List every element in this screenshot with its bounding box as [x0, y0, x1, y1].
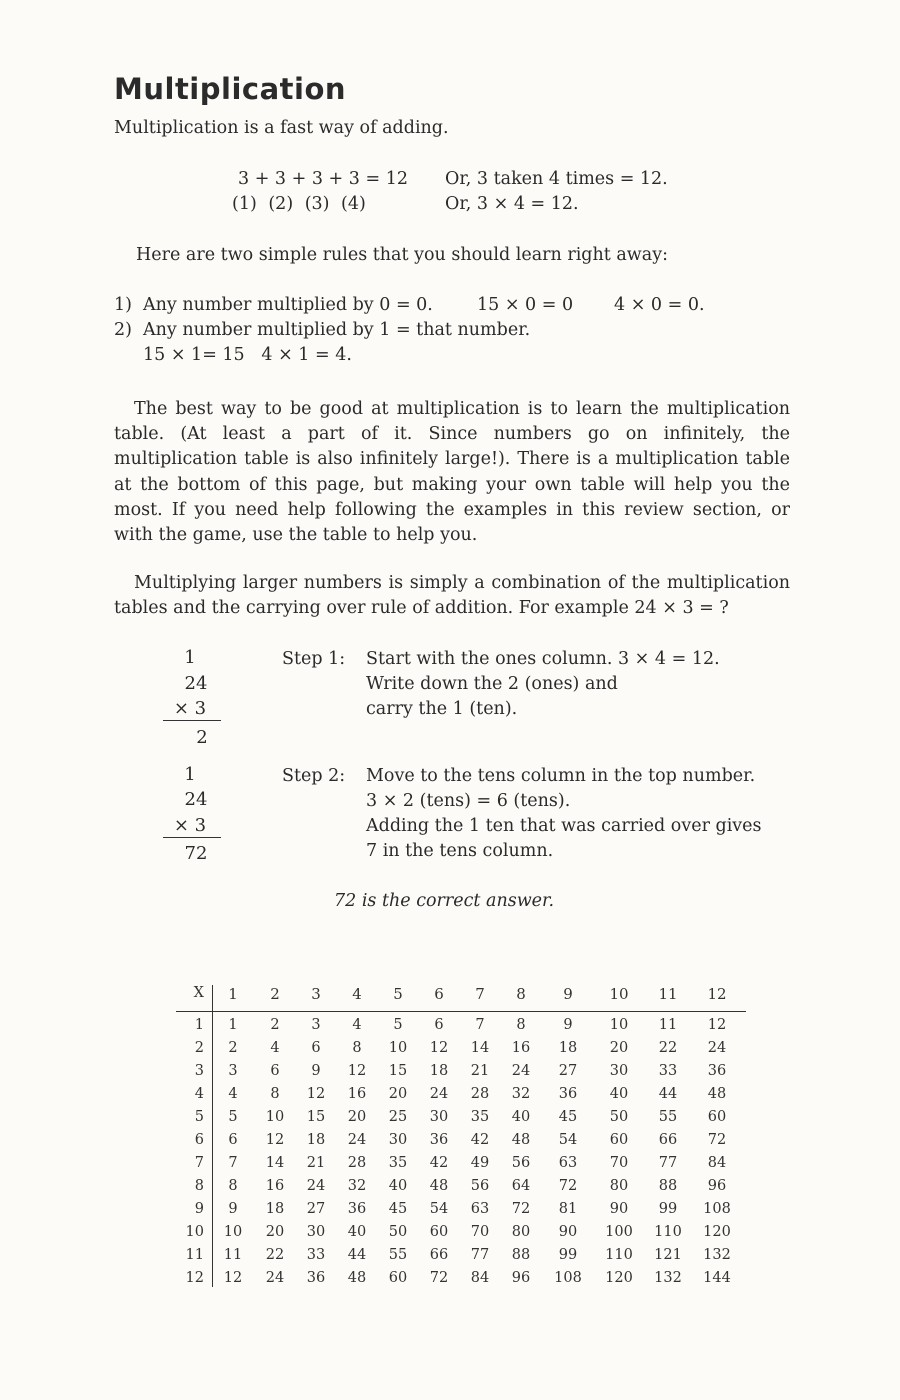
table-cell: 72 — [707, 1132, 727, 1148]
rule-1-text: Any number multiplied by 0 = 0. — [143, 295, 433, 315]
table-row-header: 4 — [194, 1086, 204, 1102]
table-cell: 40 — [609, 1086, 629, 1102]
table-cell: 56 — [511, 1155, 531, 1171]
table-header-cell: 10 — [609, 985, 629, 1003]
table-cell: 80 — [609, 1178, 629, 1194]
table-cell: 22 — [265, 1247, 285, 1263]
step2-top-number: 24 — [184, 789, 208, 810]
table-cell: 56 — [470, 1178, 490, 1194]
table-cell: 108 — [703, 1201, 731, 1217]
table-cell: 6 — [228, 1132, 238, 1148]
step2-result: 72 — [184, 843, 208, 864]
table-cell: 21 — [306, 1155, 326, 1171]
table-cell: 48 — [511, 1132, 531, 1148]
table-cell: 18 — [306, 1132, 326, 1148]
table-cell: 14 — [265, 1155, 285, 1171]
table-cell: 12 — [223, 1270, 243, 1286]
table-cell: 33 — [306, 1247, 326, 1263]
table-cell: 12 — [306, 1086, 326, 1102]
multiplication-table — [176, 982, 746, 1292]
table-cell: 6 — [434, 1017, 444, 1033]
table-cell: 36 — [429, 1132, 449, 1148]
table-cell: 60 — [429, 1224, 449, 1240]
table-cell: 8 — [228, 1178, 238, 1194]
table-cell: 7 — [228, 1155, 238, 1171]
table-cell: 36 — [707, 1063, 727, 1079]
table-row-header: 2 — [194, 1040, 204, 1056]
table-cell: 36 — [347, 1201, 367, 1217]
table-row-header: 7 — [194, 1155, 204, 1171]
intro-text: Multiplication is a fast way of adding. — [114, 118, 449, 138]
example-counts: (1) (2) (3) (4) — [232, 194, 366, 214]
table-cell: 10 — [388, 1040, 408, 1056]
table-header-cell: 8 — [516, 985, 526, 1003]
table-cell: 20 — [265, 1224, 285, 1240]
table-cell: 63 — [558, 1155, 578, 1171]
step1-multiplier: × 3 — [173, 698, 207, 719]
table-cell: 12 — [265, 1132, 285, 1148]
table-cell: 18 — [429, 1063, 449, 1079]
table-cell: 16 — [347, 1086, 367, 1102]
table-cell: 18 — [265, 1201, 285, 1217]
table-cell: 55 — [388, 1247, 408, 1263]
table-cell: 15 — [306, 1109, 326, 1125]
table-cell: 66 — [429, 1247, 449, 1263]
table-cell: 20 — [347, 1109, 367, 1125]
table-cell: 132 — [703, 1247, 731, 1263]
table-cell: 40 — [347, 1224, 367, 1240]
table-cell: 24 — [511, 1063, 531, 1079]
table-cell: 132 — [654, 1270, 682, 1286]
table-cell: 8 — [352, 1040, 362, 1056]
table-cell: 30 — [388, 1132, 408, 1148]
table-cell: 110 — [654, 1224, 682, 1240]
table-cell: 20 — [609, 1040, 629, 1056]
table-cell: 120 — [703, 1224, 731, 1240]
table-horizontal-rule — [176, 1011, 746, 1012]
table-row-header: 11 — [185, 1247, 204, 1263]
table-cell: 60 — [609, 1132, 629, 1148]
table-cell: 22 — [658, 1040, 678, 1056]
table-cell: 8 — [516, 1017, 526, 1033]
step1-top-number: 24 — [184, 673, 208, 694]
table-header-cell: 11 — [658, 985, 678, 1003]
table-cell: 48 — [429, 1178, 449, 1194]
table-cell: 77 — [658, 1155, 678, 1171]
table-cell: 30 — [429, 1109, 449, 1125]
table-cell: 2 — [270, 1017, 280, 1033]
table-cell: 60 — [388, 1270, 408, 1286]
table-cell: 72 — [429, 1270, 449, 1286]
table-corner-x: X — [193, 985, 204, 1001]
table-cell: 72 — [558, 1178, 578, 1194]
table-cell: 108 — [554, 1270, 582, 1286]
table-cell: 30 — [306, 1224, 326, 1240]
table-cell: 27 — [558, 1063, 578, 1079]
table-header-cell: 1 — [228, 985, 238, 1003]
table-cell: 4 — [270, 1040, 280, 1056]
table-header-cell: 9 — [563, 985, 573, 1003]
table-cell: 84 — [707, 1155, 727, 1171]
table-header-cell: 12 — [707, 985, 727, 1003]
table-cell: 50 — [388, 1224, 408, 1240]
table-cell: 88 — [658, 1178, 678, 1194]
step1-result: 2 — [196, 727, 208, 748]
table-cell: 77 — [470, 1247, 490, 1263]
table-cell: 81 — [558, 1201, 578, 1217]
table-row-header: 3 — [194, 1063, 204, 1079]
table-cell: 90 — [558, 1224, 578, 1240]
table-cell: 6 — [311, 1040, 321, 1056]
table-cell: 20 — [388, 1086, 408, 1102]
table-header-cell: 6 — [434, 985, 444, 1003]
table-header-cell: 4 — [352, 985, 362, 1003]
table-cell: 4 — [352, 1017, 362, 1033]
table-cell: 9 — [311, 1063, 321, 1079]
table-cell: 64 — [511, 1178, 531, 1194]
correct-answer-note: 72 is the correct answer. — [334, 891, 555, 911]
table-cell: 90 — [609, 1201, 629, 1217]
table-cell: 45 — [388, 1201, 408, 1217]
step1-carry: 1 — [184, 647, 196, 668]
table-cell: 70 — [609, 1155, 629, 1171]
step2-carry: 1 — [184, 764, 196, 785]
table-cell: 48 — [347, 1270, 367, 1286]
table-row-header: 6 — [194, 1132, 204, 1148]
table-cell: 10 — [223, 1224, 243, 1240]
table-cell: 12 — [347, 1063, 367, 1079]
table-cell: 99 — [658, 1201, 678, 1217]
table-cell: 24 — [265, 1270, 285, 1286]
table-cell: 30 — [609, 1063, 629, 1079]
table-cell: 42 — [429, 1155, 449, 1171]
table-row-header: 9 — [194, 1201, 204, 1217]
table-cell: 66 — [658, 1132, 678, 1148]
rules-intro: Here are two simple rules that you should learn right away: — [136, 245, 669, 265]
table-cell: 44 — [347, 1247, 367, 1263]
table-cell: 9 — [563, 1017, 573, 1033]
table-cell: 96 — [707, 1178, 727, 1194]
table-cell: 11 — [658, 1017, 678, 1033]
step2-multiplier: × 3 — [173, 815, 207, 836]
rule-1-example-2: 4 × 0 = 0. — [614, 295, 705, 315]
table-cell: 12 — [429, 1040, 449, 1056]
table-cell: 49 — [470, 1155, 490, 1171]
table-cell: 44 — [658, 1086, 678, 1102]
table-cell: 100 — [605, 1224, 633, 1240]
table-cell: 4 — [228, 1086, 238, 1102]
table-header-cell: 2 — [270, 985, 280, 1003]
table-row-header: 12 — [185, 1270, 204, 1286]
table-cell: 35 — [388, 1155, 408, 1171]
table-cell: 15 — [388, 1063, 408, 1079]
rule-2-example: 15 × 1= 15 4 × 1 = 4. — [143, 345, 352, 365]
step1-line-1: Start with the ones column. 3 × 4 = 12. — [366, 649, 720, 669]
table-cell: 27 — [306, 1201, 326, 1217]
paragraph-multiplication-table: The best way to be good at multiplication is to learn the multiplication table. (At least a part of it. Since numbers go on infinitely, the multiplication table is also infinitely large!). There is a multiplication table at the bottom of this page, but making your own table will help you the most. If you need help following the examples in this review section, or with the game, use the table to help you. — [114, 399, 790, 546]
table-cell: 40 — [511, 1109, 531, 1125]
table-cell: 35 — [470, 1109, 490, 1125]
table-vertical-rule — [212, 985, 213, 1287]
table-cell: 36 — [306, 1270, 326, 1286]
table-header-cell: 7 — [475, 985, 485, 1003]
table-cell: 48 — [707, 1086, 727, 1102]
table-cell: 84 — [470, 1270, 490, 1286]
table-cell: 96 — [511, 1270, 531, 1286]
table-cell: 63 — [470, 1201, 490, 1217]
table-cell: 55 — [658, 1109, 678, 1125]
table-cell: 3 — [228, 1063, 238, 1079]
table-cell: 40 — [388, 1178, 408, 1194]
table-cell: 3 — [311, 1017, 321, 1033]
table-cell: 99 — [558, 1247, 578, 1263]
table-cell: 9 — [228, 1201, 238, 1217]
step1-label: Step 1: — [282, 649, 346, 669]
step2-line-4: 7 in the tens column. — [366, 841, 554, 861]
table-cell: 16 — [511, 1040, 531, 1056]
example-sum: 3 + 3 + 3 + 3 = 12 — [238, 169, 408, 189]
table-cell: 10 — [265, 1109, 285, 1125]
paragraph-larger-numbers: Multiplying larger numbers is simply a combination of the multiplication tables and the carrying over rule of addition. For example 24 × 3 = ? — [114, 573, 790, 619]
table-cell: 32 — [511, 1086, 531, 1102]
table-cell: 18 — [558, 1040, 578, 1056]
step1-line-2: Write down the 2 (ones) and — [366, 674, 618, 694]
rule-2-label: 2) — [114, 320, 132, 340]
table-row-header: 8 — [194, 1178, 204, 1194]
table-cell: 33 — [658, 1063, 678, 1079]
table-cell: 5 — [393, 1017, 403, 1033]
table-cell: 88 — [511, 1247, 531, 1263]
table-cell: 50 — [609, 1109, 629, 1125]
table-cell: 42 — [470, 1132, 490, 1148]
table-cell: 45 — [558, 1109, 578, 1125]
table-cell: 11 — [223, 1247, 243, 1263]
table-cell: 60 — [707, 1109, 727, 1125]
example-or-times: Or, 3 × 4 = 12. — [445, 194, 579, 214]
table-cell: 12 — [707, 1017, 727, 1033]
rule-1-label: 1) — [114, 295, 132, 315]
step2-line-1: Move to the tens column in the top number. — [366, 766, 756, 786]
step2-line-2: 3 × 2 (tens) = 6 (tens). — [366, 791, 571, 811]
table-cell: 121 — [654, 1247, 682, 1263]
step2-label: Step 2: — [282, 766, 346, 786]
table-cell: 10 — [609, 1017, 629, 1033]
table-header-cell: 3 — [311, 985, 321, 1003]
table-cell: 7 — [475, 1017, 485, 1033]
table-cell: 24 — [347, 1132, 367, 1148]
table-cell: 120 — [605, 1270, 633, 1286]
table-cell: 21 — [470, 1063, 490, 1079]
page-title: Multiplication — [114, 72, 347, 106]
table-cell: 70 — [470, 1224, 490, 1240]
table-cell: 28 — [470, 1086, 490, 1102]
table-cell: 54 — [558, 1132, 578, 1148]
table-row-header: 10 — [185, 1224, 204, 1240]
table-cell: 144 — [703, 1270, 731, 1286]
table-cell: 1 — [228, 1017, 238, 1033]
table-row-header: 1 — [194, 1017, 204, 1033]
table-cell: 24 — [429, 1086, 449, 1102]
table-cell: 28 — [347, 1155, 367, 1171]
table-cell: 8 — [270, 1086, 280, 1102]
table-header-cell: 5 — [393, 985, 403, 1003]
table-cell: 110 — [605, 1247, 633, 1263]
table-cell: 6 — [270, 1063, 280, 1079]
rule-1-example-1: 15 × 0 = 0 — [477, 295, 574, 315]
table-cell: 2 — [228, 1040, 238, 1056]
rule-2-text: Any number multiplied by 1 = that number. — [143, 320, 531, 340]
step2-sum-line — [163, 837, 221, 838]
table-row-header: 5 — [194, 1109, 204, 1125]
table-cell: 16 — [265, 1178, 285, 1194]
table-cell: 5 — [228, 1109, 238, 1125]
table-cell: 54 — [429, 1201, 449, 1217]
step1-sum-line — [163, 720, 221, 721]
example-or-taken: Or, 3 taken 4 times = 12. — [445, 169, 668, 189]
table-cell: 25 — [388, 1109, 408, 1125]
table-cell: 24 — [707, 1040, 727, 1056]
table-cell: 72 — [511, 1201, 531, 1217]
table-cell: 14 — [470, 1040, 490, 1056]
table-cell: 24 — [306, 1178, 326, 1194]
step2-line-3: Adding the 1 ten that was carried over gives — [366, 816, 762, 836]
table-cell: 32 — [347, 1178, 367, 1194]
table-cell: 80 — [511, 1224, 531, 1240]
table-cell: 36 — [558, 1086, 578, 1102]
step1-line-3: carry the 1 (ten). — [366, 699, 518, 719]
